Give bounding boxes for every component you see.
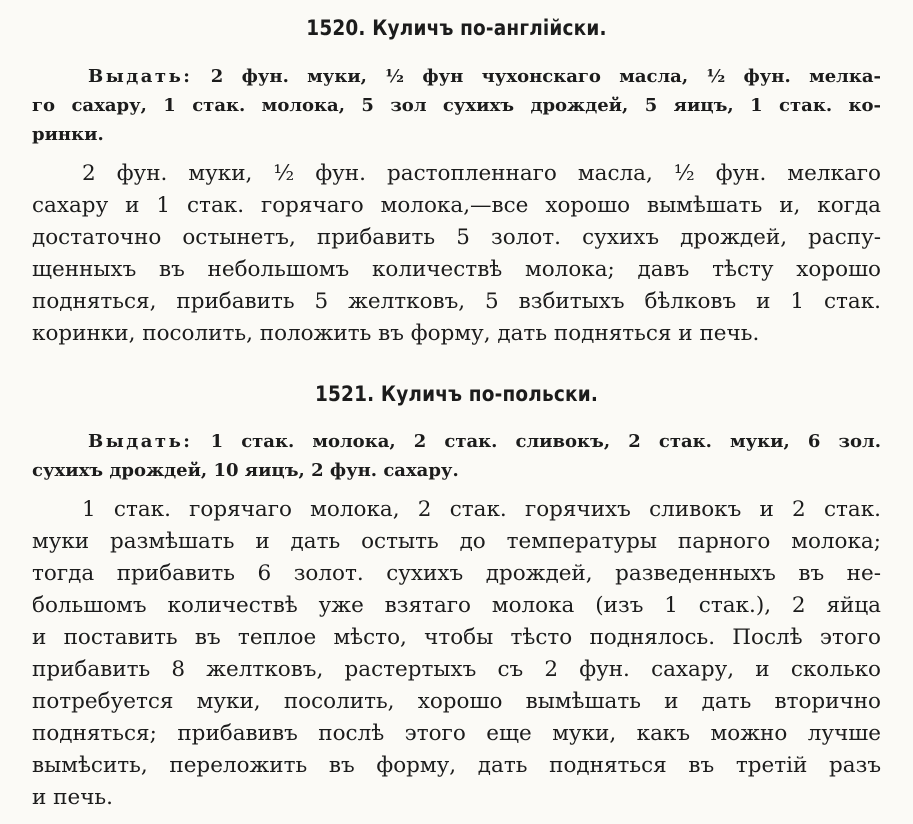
method-block [32, 494, 881, 814]
method-line: подняться, прибавить 5 желтковъ, 5 взбитыхъ бѣлковъ и 1 стак. [32, 289, 881, 314]
ingredients-block [32, 62, 881, 149]
method-line: 1 стак. горячаго молока, 2 стак. горячихъ сливокъ и 2 стак. [82, 497, 881, 522]
recipe-number: 1521. [314, 382, 375, 406]
method-line: прибавить 8 желтковъ, растертыхъ съ 2 фун. сахару, и сколько [32, 657, 881, 682]
ingredients-label: Выдать: [88, 431, 193, 452]
ingredients-text: 1 стак. молока, 2 стак. сливокъ, 2 стак. муки, 6 зол. [210, 431, 881, 452]
method-line: подняться; прибавивъ послѣ этого еще муки, какъ можно лучше [32, 721, 881, 746]
method-line: потребуется муки, посолить, хорошо вымѣшать и дать вторично [32, 689, 881, 714]
method-line: и поставить въ теплое мѣсто, чтобы тѣсто поднялось. Послѣ этого [32, 625, 881, 650]
method-line: достаточно остынетъ, прибавить 5 золот. сухихъ дрождей, распу- [32, 225, 881, 250]
recipe-title [55, 382, 858, 406]
method-line: муки размѣшать и дать остыть до температуры парного молока; [32, 529, 881, 554]
recipe-title [55, 16, 858, 40]
method-line: 2 фун. муки, ½ фун. растопленнаго масла, ½ фун. мелкаго [82, 161, 881, 186]
recipe-number: 1520. [306, 16, 366, 40]
method-line: щенныхъ въ небольшомъ количествѣ молока; давъ тѣсту хорошо [32, 257, 881, 282]
ingredients-line [32, 427, 881, 456]
ingredients-text: 2 фун. муки, ½ фун чухонскаго масла, ½ фун. мелка- [210, 66, 881, 87]
method-line: большомъ количествѣ уже взятаго молока (изъ 1 стак.), 2 яйца [32, 593, 881, 618]
ingredients-line [32, 62, 881, 91]
method-line: сахару и 1 стак. горячаго молока,—все хорошо вымѣшать и, когда [32, 193, 881, 218]
recipe-name: Куличъ по-польски. [380, 382, 599, 406]
method-line: вымѣсить, переложить въ форму, дать подняться въ третій разъ [32, 753, 881, 778]
method-line: коринки, посолить, положить въ форму, дать подняться и печь. [32, 321, 760, 346]
method-line: и печь. [32, 785, 113, 810]
ingredients-line: сухихъ дрождей, 10 яицъ, 2 фун. сахару. [32, 460, 459, 481]
ingredients-line: ринки. [32, 124, 104, 145]
recipe-name: Куличъ по-англійски. [372, 16, 607, 40]
method-line: тогда прибавить 6 золот. сухихъ дрождей, разведенныхъ въ не- [32, 561, 881, 586]
ingredients-block [32, 427, 881, 485]
ingredients-line: го сахару, 1 стак. молока, 5 зол сухихъ дрождей, 5 яицъ, 1 стак. ко- [32, 95, 881, 116]
method-block [32, 158, 881, 350]
ingredients-label: Выдать: [88, 66, 193, 87]
